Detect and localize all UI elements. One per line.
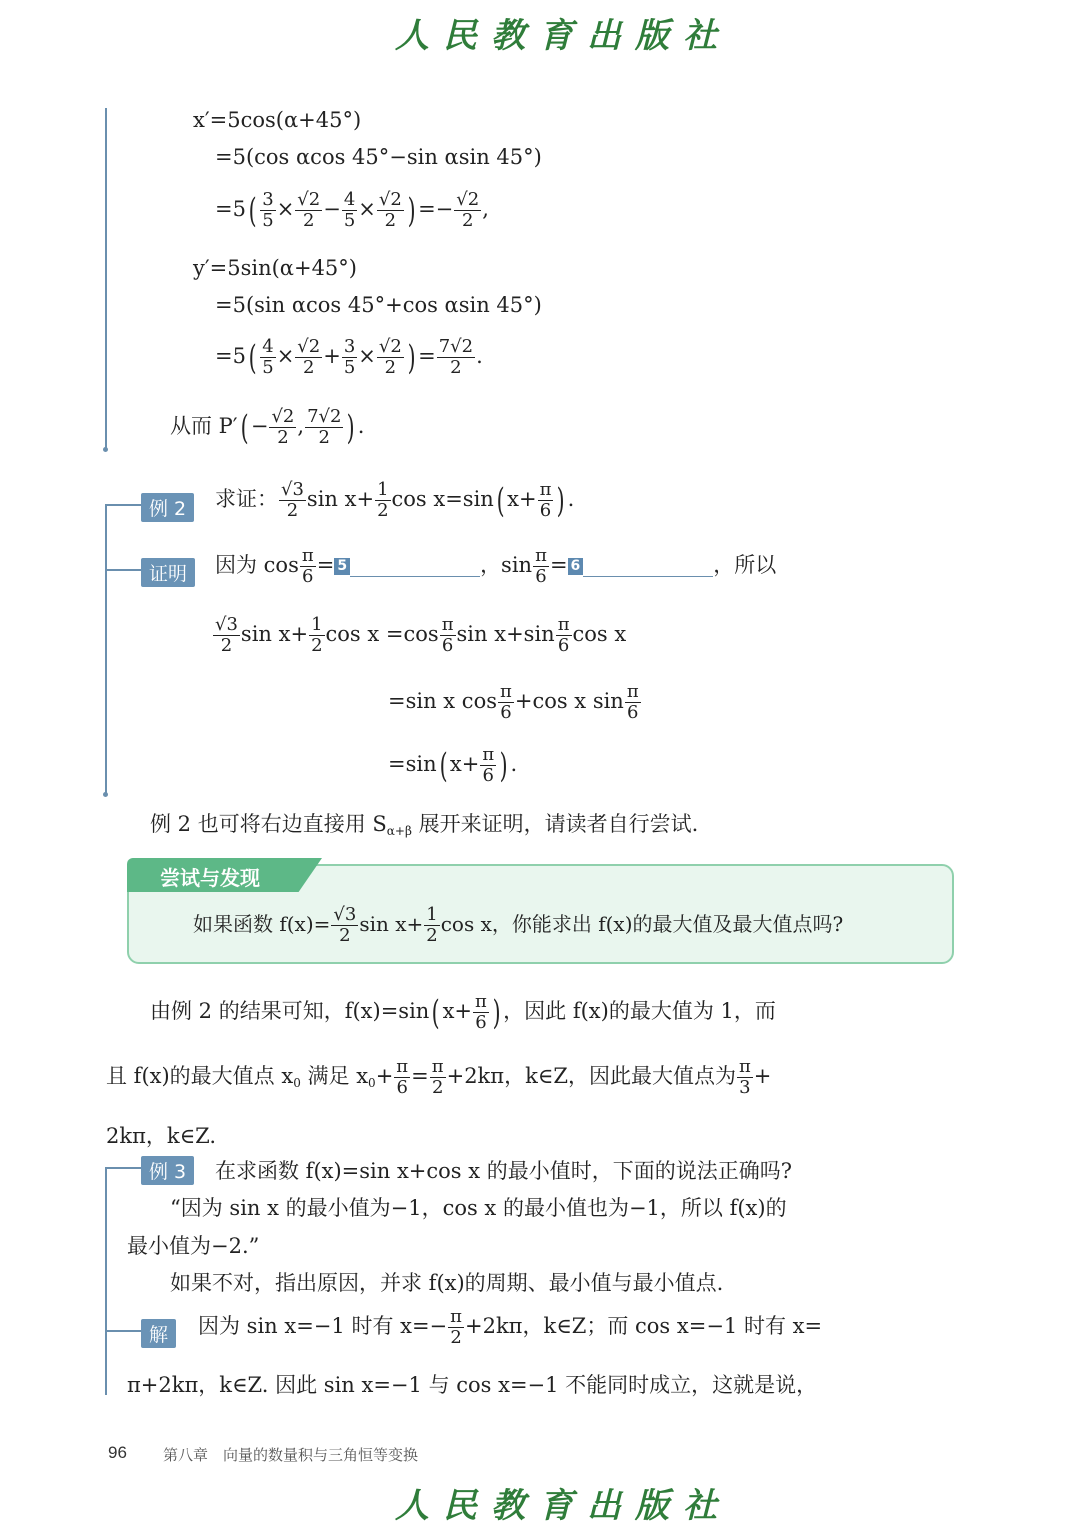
example2-rule [105, 504, 107, 794]
line-p-prime: 从而 P′( − $\frac{√2}{2}$ , $\frac{7√2}{2}$ ) . [170, 406, 365, 448]
example3-line-4: 如果不对，指出原因，并求 f(x)的周期、最小值与最小值点. [170, 1271, 724, 1295]
example3-line-3: 最小值为−2.” [127, 1234, 260, 1258]
solution-line-1: 因为 sin x=−1 时有 x=− $\frac{\pi}{2}$ +2kπ，k∈Z；而 cos x=−1 时有 x= [198, 1306, 823, 1348]
example2-tick [105, 504, 143, 506]
example2-statement: 求证： $\frac{√3}{2}$ sin x+ $\frac{1}{2}$ cos x=sin( x+ $\frac{\pi}{6}$ ) . [215, 479, 575, 521]
proof-eq1: $\frac{√3}{2}$ sin x+ $\frac{1}{2}$ cos x =cos $\frac{\pi}{6}$ sin x+sin $\frac{\pi}{6}$ cos x [215, 614, 627, 656]
paragraph-line-1: 由例 2 的结果可知，f(x)=sin( x+ $\frac{\pi}{6}$ ) ，因此 f(x)的最大值为 1，而 [150, 991, 776, 1033]
paragraph-line-3: 2kπ，k∈Z. [106, 1124, 217, 1148]
explore-label: 尝试与发现 [160, 866, 260, 890]
solution-tag: 解 [141, 1319, 176, 1348]
example3-tag: 例 3 [141, 1156, 194, 1185]
blank-6-input[interactable] [583, 557, 713, 577]
rule-end-dot [103, 447, 108, 452]
line-y-value: =5( $\frac{4}{5}$ × $\frac{√2}{2}$ + $\frac{3}{5}$ × $\frac{√2}{2}$ ) = $\frac{7√2}{2}$ . [215, 336, 483, 378]
example3-line-1: 在求函数 f(x)=sin x+cos x 的最小值时，下面的说法正确吗? [215, 1159, 793, 1183]
example3-line-2: “因为 sin x 的最小值为−1，cos x 的最小值也为−1，所以 f(x)的 [170, 1196, 787, 1220]
example2-note: 例 2 也可将右边直接用 $S_{\alpha+\beta}$ 展开来证明，请读者自行尝试. [150, 812, 699, 838]
paragraph-line-2: 且 f(x)的最大值点 $x_0$ 满足 $x_0+$ $\frac{\pi}{6}$ = $\frac{\pi}{2}$ +2kπ，k∈Z，因此最大值点为 $\frac{\pi}{3}$ + [106, 1056, 772, 1098]
publisher-logo-bottom: 人民教育出版社 [395, 1486, 731, 1526]
line-y-expand: =5(sin αcos 45°+cos αsin 45°) [215, 293, 542, 317]
line-x-prime: x′=5cos(α+45°) [193, 108, 362, 132]
proof-tick [105, 569, 143, 571]
page-number: 96 [108, 1443, 127, 1462]
proof-line: 因为 cos $\frac{\pi}{6}$ = 5 ，sin $\frac{\pi}{6}$ = 6 ，所以 [215, 545, 777, 587]
chapter-title: 第八章 向量的数量积与三角恒等变换 [163, 1446, 419, 1464]
solution-line-2: π+2kπ，k∈Z. 因此 sin x=−1 与 cos x=−1 不能同时成立，这就是说， [127, 1373, 818, 1397]
line-x-expand: =5(cos αcos 45°−sin αsin 45°) [215, 145, 542, 169]
line-x-value: =5( $\frac{3}{5}$ × $\frac{√2}{2}$ − $\frac{4}{5}$ × $\frac{√2}{2}$ ) =− $\frac{√2}{2}$ , [215, 189, 489, 231]
blank-5-box: 5 [334, 558, 350, 575]
explore-question: 如果函数 f(x)= $\frac{√3}{2}$ sin x+ $\frac{1}{2}$ cos x，你能求出 f(x)的最大值及最大值点吗? [193, 904, 844, 946]
proof-eq3: =sin( x+ $\frac{\pi}{6}$ ) . [388, 744, 518, 786]
example3-tick [105, 1167, 143, 1169]
blank-5-input[interactable] [350, 557, 480, 577]
proof-tag: 证明 [141, 558, 195, 587]
solution-tick [105, 1330, 143, 1332]
solution-rule [105, 108, 107, 450]
example2-tag: 例 2 [141, 493, 194, 522]
example3-rule [105, 1167, 107, 1395]
blank-6-box: 6 [568, 558, 584, 575]
rule-end-dot [103, 792, 108, 797]
line-y-prime: y′=5sin(α+45°) [193, 256, 357, 280]
publisher-logo-top: 人民教育出版社 [395, 16, 731, 56]
proof-eq2: =sin x cos $\frac{\pi}{6}$ +cos x sin $\frac{\pi}{6}$ [388, 681, 639, 723]
